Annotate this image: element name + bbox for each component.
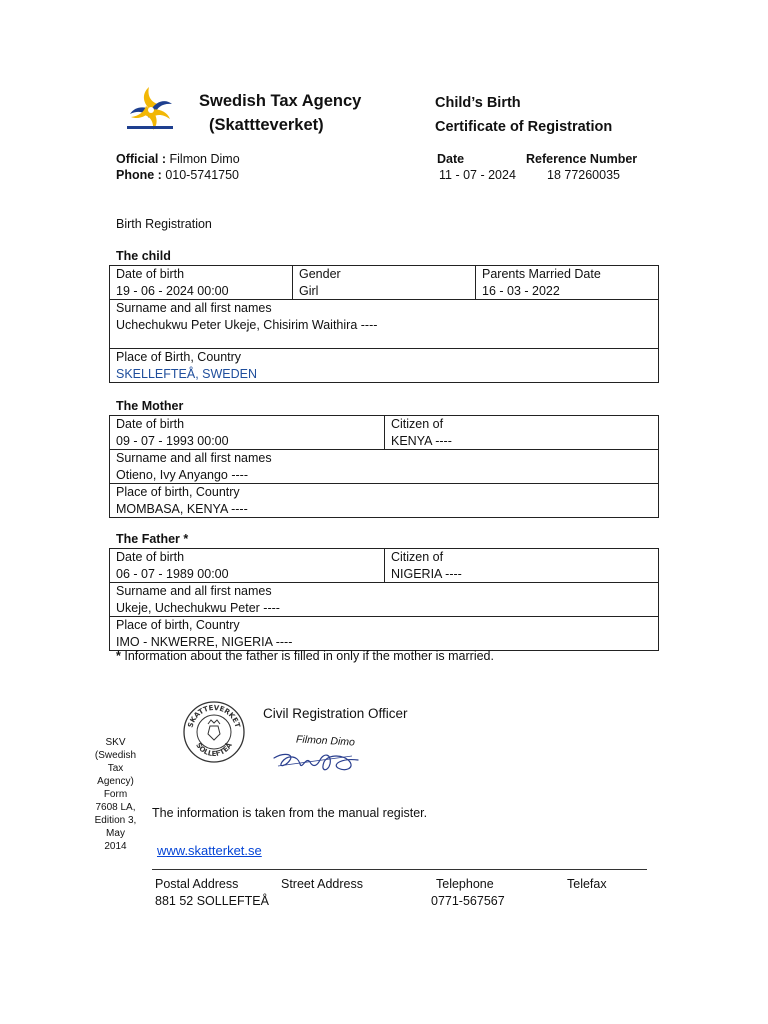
date-label: Date [437,152,465,166]
form-ref-line: 2014 [104,841,127,852]
reference-value: 18 77260035 [547,168,620,182]
mother-citizen-label: Citizen of [391,417,444,431]
form-ref-line: May [106,828,125,839]
date-info [437,151,516,183]
signature-title: Civil Registration Officer [263,706,408,721]
father-place-value: IMO - NKWERRE, NIGERIA ---- [116,634,293,649]
telefax-label: Telefax [567,877,607,891]
mother-table [109,415,659,518]
parents-married-cell [476,266,659,300]
father-dob-label: Date of birth [116,550,185,564]
mother-place-cell [110,484,659,518]
form-ref-line: 7608 LA, [95,802,136,813]
footer-postal [155,876,269,909]
mother-heading: The Mother [116,399,184,413]
official-info [116,151,240,183]
form-ref-line: Tax [107,763,124,774]
mother-dob-cell [110,416,385,450]
phone-label: Phone : [116,168,162,182]
father-dob-cell [110,549,385,583]
footer-telephone [431,876,505,909]
info-text: The information is taken from the manual register. [152,806,428,820]
child-gender-label: Gender [299,267,341,281]
footer-street [281,876,363,893]
mother-names-value: Otieno, Ivy Anyango ---- [116,467,249,482]
official-label: Official : [116,152,167,166]
date-value: 11 - 07 - 2024 [439,168,516,182]
parents-married-value: 16 - 03 - 2022 [482,283,560,298]
reference-label: Reference Number [526,152,638,166]
seal-bottom-text: SOLLEFTEÅ [194,741,234,759]
child-table [109,265,659,383]
father-citizen-value: NIGERIA ---- [391,566,462,581]
document-title-line2: Certificate of Registration [435,119,613,135]
father-names-label: Surname and all first names [116,584,272,598]
father-place-label: Place of birth, Country [116,618,240,632]
postal-label: Postal Address [155,877,239,891]
form-ref-line: Edition 3, [94,815,137,826]
parents-married-label: Parents Married Date [482,267,601,281]
handwritten-signature-icon [272,742,362,776]
form-ref-line: SKV [105,737,126,748]
footer-telefax [567,876,607,893]
father-place-cell [110,617,659,651]
form-ref-line: (Swedish [94,750,137,761]
agency-logo-icon [125,84,177,132]
mother-place-label: Place of birth, Country [116,485,240,499]
child-dob-cell [110,266,293,300]
official-seal-icon [182,700,246,764]
telephone-label: Telephone [436,877,494,891]
signature-name: Filmon Dimo [295,733,356,749]
footer-divider [152,869,647,870]
child-heading: The child [116,249,171,263]
child-place-label: Place of Birth, Country [116,350,242,364]
agency-name-line2: (Skattteverket) [209,116,324,134]
mother-names-cell [110,450,659,484]
father-names-cell [110,583,659,617]
footnote-text: Information about the father is filled in only if the mother is married. [120,649,494,663]
seal-top-text: SKATTEVERKET [186,703,242,729]
father-dob-value: 06 - 07 - 1989 00:00 [116,566,229,581]
document-title-line1: Child’s Birth [435,95,521,111]
official-name: Filmon Dimo [169,152,240,166]
child-names-cell [110,300,659,349]
footnote-star: * [116,649,121,663]
reference-info [526,151,637,183]
child-place-value: SKELLEFTEÅ, SWEDEN [116,366,258,381]
mother-place-value: MOMBASA, KENYA ---- [116,501,248,516]
mother-dob-label: Date of birth [116,417,185,431]
mother-names-label: Surname and all first names [116,451,272,465]
website-link[interactable]: www.skatterket.se [157,843,262,858]
postal-value: 881 52 SOLLEFTEÅ [155,893,269,908]
child-dob-value: 19 - 06 - 2024 00:00 [116,283,229,298]
father-footnote [116,649,494,663]
child-gender-cell [293,266,476,300]
mother-citizen-cell [385,416,659,450]
father-citizen-label: Citizen of [391,550,444,564]
father-names-value: Ukeje, Uchechukwu Peter ---- [116,600,280,615]
mother-citizen-value: KENYA ---- [391,433,452,448]
street-label: Street Address [281,877,363,891]
agency-name [199,89,361,137]
child-names-value: Uchechukwu Peter Ukeje, Chisirim Waithira ---- [116,317,378,332]
birth-registration-label: Birth Registration [116,217,212,231]
father-citizen-cell [385,549,659,583]
child-dob-label: Date of birth [116,267,185,281]
document-title [435,91,612,139]
child-names-label: Surname and all first names [116,301,272,315]
mother-dob-value: 09 - 07 - 1993 00:00 [116,433,229,448]
svg-text:SKATTEVERKET [186,704,241,729]
agency-name-line1: Swedish Tax Agency [199,92,362,110]
telephone-value: 0771-567567 [431,893,505,908]
child-place-cell [110,349,659,383]
father-table [109,548,659,651]
form-ref-line: Agency) [97,776,134,787]
phone-value: 010-5741750 [165,168,240,182]
father-heading: The Father * [116,532,189,546]
form-ref-line: Form [103,789,128,800]
child-gender-value: Girl [299,283,319,298]
form-reference [88,736,143,853]
